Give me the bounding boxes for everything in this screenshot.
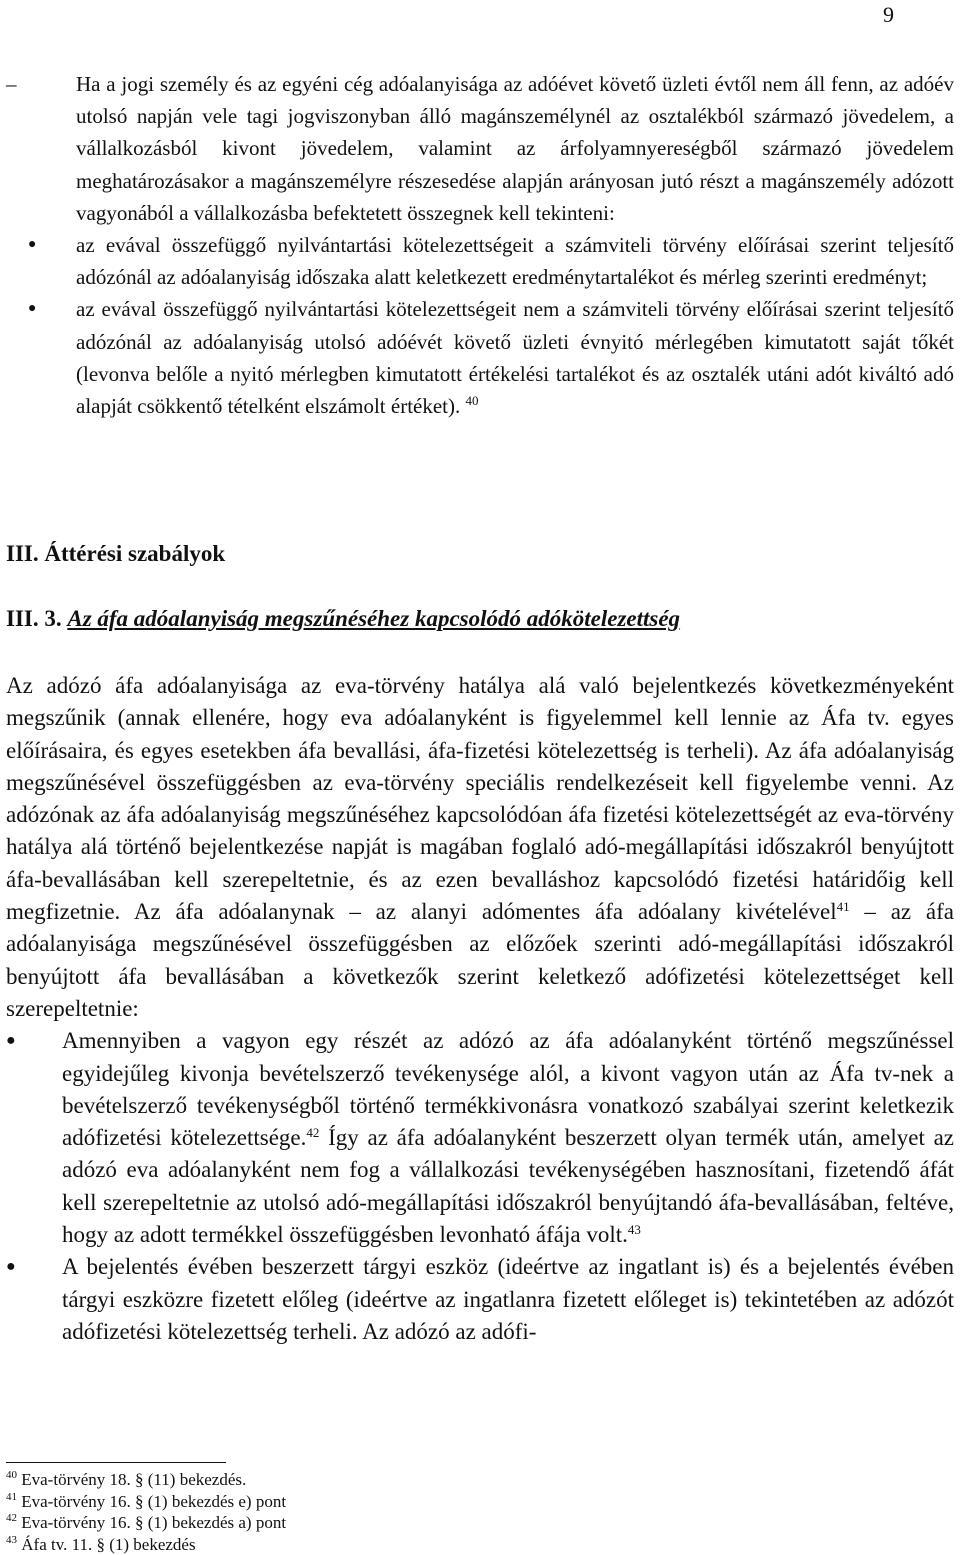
- body-content: [6, 670, 954, 1348]
- footnote-text: Eva-törvény 16. § (1) bekezdés e) pont: [21, 1492, 286, 1511]
- footnote: [6, 1512, 286, 1534]
- footnote: [6, 1491, 286, 1513]
- footnote-number: 40: [6, 1469, 17, 1481]
- footnote-number: 42: [6, 1512, 17, 1524]
- paragraph-text-2: – az áfa adóalanyisága megszűnésével összefüggésben az előzőek szerinti adó-megállapítási időszakról benyújtott áfa bevallásában a következők szerint keletkező adófizetési kötelezettséget kell szerepeltetnie:: [6, 899, 954, 1021]
- subsection-heading: [6, 606, 680, 632]
- footnote-text: Eva-törvény 16. § (1) bekezdés a) pont: [21, 1513, 286, 1532]
- footnote-text: Eva-törvény 18. § (11) bekezdés.: [21, 1470, 246, 1489]
- sub-list-item: [6, 293, 954, 422]
- bullet-icon: ●: [6, 1251, 16, 1283]
- footnotes: [6, 1469, 286, 1555]
- footnote-ref-42[interactable]: 42: [306, 1125, 319, 1140]
- subsection-title: Az áfa adóalanyiság megszűnéséhez kapcsolódó adókötelezettség: [67, 606, 680, 631]
- subsection-number: III. 3.: [6, 606, 62, 631]
- dash-list-item: [6, 68, 954, 422]
- main-bullet-list: [6, 1025, 954, 1348]
- sub-item-text: az evával összefüggő nyilvántartási kötelezettségeit a számviteli törvény előírásai szerint teljesítő adózónál az adóalanyiság időszaka alatt keletkezett eredménytartalékot és mérleg szerinti eredményt;: [76, 233, 954, 289]
- footnote-separator: [6, 1462, 226, 1463]
- sub-list-item: [6, 229, 954, 293]
- footnote-number: 41: [6, 1491, 17, 1503]
- page-number: 9: [883, 2, 894, 28]
- sub-bullet-list: [6, 229, 954, 422]
- bullet-icon: ●: [6, 1025, 16, 1057]
- bullet-icon: ●: [28, 229, 36, 261]
- sub-item-text: az evával összefüggő nyilvántartási kötelezettségeit nem a számviteli törvény előírásai szerint teljesítő adózónál az adóalanyiság utolsó adóévét követő üzleti évnyitó mérlegében kimutatott saját tőkét (levonva belőle a nyitó mérlegben kimutatott értékelési tartalékot és az osztalék utáni adót kiváltó adó alapját csökkentő tételként elszámolt értéket).: [76, 297, 954, 418]
- footnote: [6, 1534, 286, 1555]
- main-item-text-1: Amennyiben a vagyon egy részét az adózó az áfa adóalanyként történő megszűnéssel egyidejűleg kivonja bevételszerző tevékenysége alól, a kivont vagyon után az Áfa tv-nek a bevételszerző tevékenységből történő termékkivonásra vonatkozó szabályai szerint keletkezik adófizetési kötelezettsége.: [62, 1028, 954, 1150]
- footnote-ref-43[interactable]: 43: [628, 1222, 641, 1237]
- footnote-ref-40[interactable]: 40: [466, 393, 479, 408]
- footnote: [6, 1469, 286, 1491]
- dash-item-text: Ha a jogi személy és az egyéni cég adóalanyisága az adóévet követő üzleti évtől nem áll fenn, az adóév utolsó napján vele tagi jogviszonyban álló magánszemélynél az osztalékból származó jövedelem, a vállalkozásból kivont jövedelem, valamint az árfolyamnyereségből származó jövedelem meghatározásakor a magánszemélyre részesedése alapján arányosan jutó részt a magánszemély adózott vagyonából a vállalkozásba befektetett összegnek kell tekinteni:: [76, 68, 954, 229]
- dash-marker: –: [6, 68, 17, 100]
- main-item-text-1: A bejelentés évében beszerzett tárgyi eszköz (ideértve az ingatlant is) és a bejelentés évében tárgyi eszközre fizetett előleg (ideértve az ingatlanra fizetett előleget is) tekintetében az adózót adófizetési kötelezettség terheli. Az adózó az adófi-: [62, 1254, 954, 1344]
- bullet-icon: ●: [28, 293, 36, 325]
- paragraph-text-1: Az adózó áfa adóalanyisága az eva-törvény hatálya alá való bejelentkezés következményeként megszűnik (annak ellenére, hogy eva adóalanyként is figyelemmel kell lennie az Áfa tv. egyes előírásaira, és egyes esetekben áfa bevallási, áfa-fizetési kötelezettség is terheli). Az áfa adóalanyiság megszűnésével összefüggésben az eva-törvény speciális rendelkezéseit kell figyelembe venni. Az adózónak az áfa adóalanyiság megszűnéséhez kapcsolódóan áfa fizetési kötelezettségét az eva-törvény hatálya alá történő bejelentkezése napját is magában foglaló adó-megállapítási időszakról benyújtott áfa-bevallásában kell szerepeltetnie, és az ezen bevalláshoz kapcsolódó fizetési határidőig kell megfizetnie. Az áfa adóalanynak – az alanyi adómentes áfa adóalany kivételével: [6, 673, 954, 924]
- main-list-item: [6, 1251, 954, 1348]
- main-list-item: [6, 1025, 954, 1251]
- footnote-text: Áfa tv. 11. § (1) bekezdés: [21, 1535, 195, 1554]
- footnote-number: 43: [6, 1534, 17, 1546]
- section-heading: III. Áttérési szabályok: [6, 541, 225, 567]
- main-item-text-2: Így az áfa adóalanyként beszerzett olyan termék után, amelyet az adózó eva adóalanyként nem fog a vállalkozási tevékenységében hasznosítani, fizetendő áfát kell szerepeltetnie az utolsó adó-megállapítási időszakról benyújtandó áfa-bevallásában, feltéve, hogy az adott termékkel összefüggésben levonható áfája volt.: [62, 1125, 954, 1247]
- body-paragraph: [6, 670, 954, 1025]
- footnote-ref-41[interactable]: 41: [837, 899, 850, 914]
